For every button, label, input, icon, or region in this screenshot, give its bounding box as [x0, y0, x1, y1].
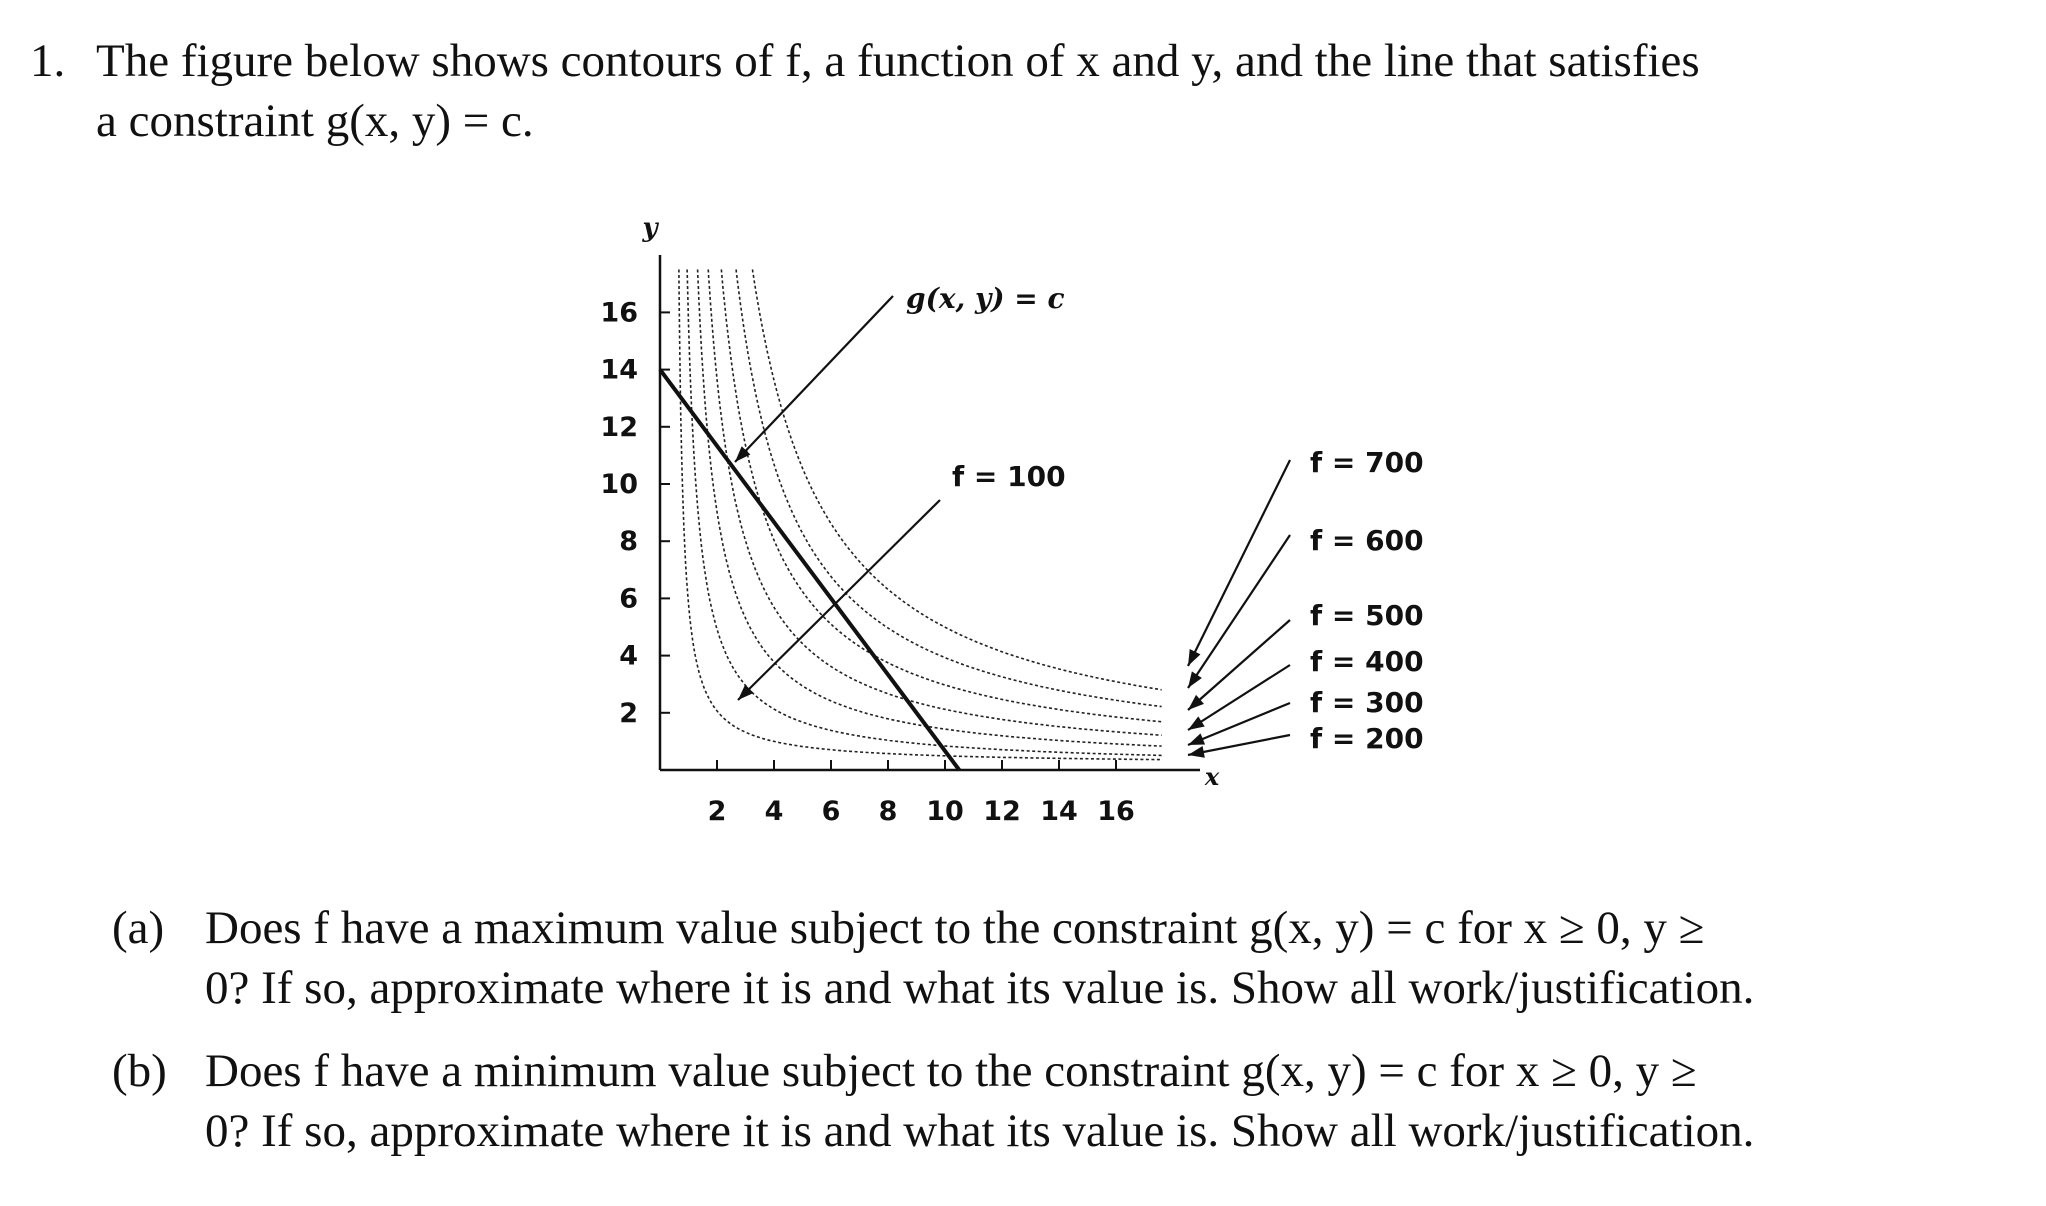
axes — [660, 255, 1200, 770]
f700-arrow-head — [1183, 649, 1201, 669]
part-a-line1: Does f have a maximum value subject to the constraint g(x, y) = c for x ≥ 0, y ≥ — [205, 902, 1705, 954]
part-b-label: (b) — [112, 1045, 167, 1097]
y-tick-label: 12 — [600, 411, 638, 443]
y-tick-label: 2 — [619, 697, 638, 729]
f-500-contour — [721, 270, 1161, 722]
x-tick-label: 12 — [983, 796, 1021, 827]
y-tick-label: 4 — [619, 640, 638, 672]
f700-arrow — [1188, 460, 1290, 666]
f100-arrow — [738, 500, 940, 700]
f-600-contour — [736, 270, 1162, 707]
problem-number: 1. — [30, 35, 66, 87]
arrow-heads — [731, 446, 1205, 761]
part-b-line2: 0? If so, approximate where it is and what its value is. Show all work/justification. — [205, 1105, 1755, 1157]
f200-label: f = 200 — [1310, 722, 1424, 755]
f600-arrow-head — [1183, 671, 1202, 691]
x-tick-label: 4 — [764, 796, 784, 827]
y-axis-label: y — [642, 213, 658, 243]
part-a-label: (a) — [112, 902, 165, 954]
contour-figure — [540, 180, 1560, 840]
constraint-line — [660, 370, 959, 770]
y-tick-label: 10 — [600, 469, 638, 500]
x-tick-label: 6 — [821, 796, 841, 827]
label-arrows — [735, 296, 1290, 755]
part-b-line1: Does f have a minimum value subject to the constraint g(x, y) = c for x ≥ 0, y ≥ — [205, 1045, 1697, 1097]
y-tick-label: 16 — [600, 297, 638, 329]
y-tick-label: 14 — [600, 354, 638, 386]
f-300-contour — [698, 270, 1162, 747]
f600-label: f = 600 — [1310, 524, 1424, 557]
constraint-arrow — [735, 296, 893, 462]
f400-label: f = 400 — [1310, 645, 1424, 678]
f-400-contour — [708, 270, 1161, 736]
x-tick-label: 2 — [707, 796, 727, 827]
f400-arrow-head — [1185, 716, 1205, 735]
x-tick-label: 14 — [1040, 796, 1078, 827]
f500-label: f = 500 — [1310, 599, 1424, 632]
y-tick-label: 6 — [619, 583, 638, 615]
f100-label: f = 100 — [952, 460, 1066, 493]
x-ticks — [717, 760, 1116, 770]
constraint-label: g(x, y) = c — [906, 282, 1065, 315]
x-tick-label: 8 — [878, 796, 898, 827]
part-a-line2: 0? If so, approximate where it is and what its value is. Show all work/justification. — [205, 962, 1755, 1014]
x-tick-label: 10 — [926, 796, 964, 827]
y-tick-label: 8 — [619, 526, 638, 558]
x-axis-label: x — [1204, 762, 1220, 791]
problem-intro-line1: The figure below shows contours of f, a function of x and y, and the line that satisfies — [96, 35, 1700, 87]
problem-intro-line2: a constraint g(x, y) = c. — [96, 95, 534, 147]
x-tick-label: 16 — [1097, 796, 1135, 827]
f200-arrow-head — [1187, 746, 1205, 761]
f700-label: f = 700 — [1310, 446, 1424, 479]
f-200-contour — [687, 270, 1162, 756]
f300-label: f = 300 — [1310, 686, 1424, 719]
